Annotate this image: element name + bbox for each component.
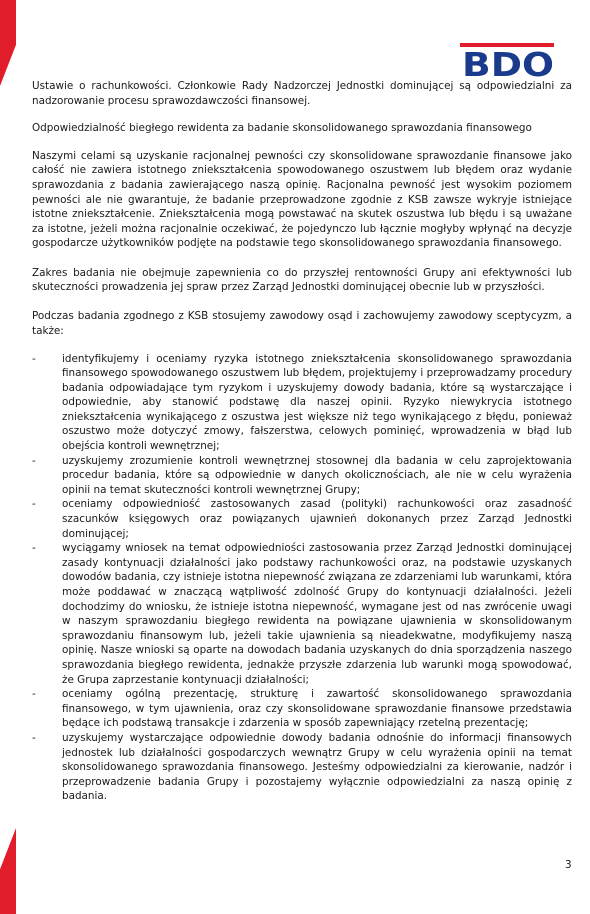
bdo-logo-text: BDO: [462, 45, 554, 80]
list-marker: -: [32, 454, 36, 467]
list-marker: -: [32, 498, 36, 511]
list-item-text: wyciągamy wniosek na temat odpowiedniości zastosowania przez Zarząd Jednostki dominującej zasady kontynuacji działalności jako podstawy rachunkowości oraz, na podstawie uzyskanych dowodów badania, czy istnieje istotna niepewność związana ze zdarzeniami lub warunkami, która może poddawać w znaczącą wątpliwość zdolność Grupy do kontynuacji działalności. Jeżeli dochodzimy do wniosku, że istnieje istotna niepewność, wymagane jest od nas zwrócenie uwagi w naszym sprawozdaniu biegłego rewidenta na powiązane ujawnienia w skonsolidowanym sprawozdaniu finansowym lub, jeżeli takie ujawnienia są nieadekwatne, modyfikujemy naszą opinię. Nasze wnioski są oparte na dowodach badania uzyskanych do dnia sporządzenia naszego sprawozdania biegłego rewidenta, jednakże przyszłe zdarzenia lub warunki mogą spowodować, że Grupa zaprzestanie kontynuacji działalności;: [62, 542, 572, 686]
list-item: [32, 352, 572, 454]
list-marker: -: [32, 731, 36, 744]
list-item: [32, 541, 572, 687]
paragraph-audit-approach: Podczas badania zgodnego z KSB stosujemy zawodowy osąd i zachowujemy zawodowy sceptycyzm, a także:: [32, 310, 572, 337]
section-heading: Odpowiedzialność biegłego rewidenta za badanie skonsolidowanego sprawozdania finansowego: [32, 122, 532, 135]
list-item-text: uzyskujemy wystarczające odpowiednie dowody badania odnośnie do informacji finansowych jednostek lub działalności gospodarczych wewnątrz Grupy w celu wyrażenia opinii na temat skonsolidowanego sprawozdania finansowego. Jesteśmy odpowiedzialni za kierowanie, nadzór i przeprowadzenie badania Grupy i pozostajemy wyłącznie odpowiedzialni za naszą opinię z badania.: [62, 731, 572, 803]
corner-accent-bottom: [0, 828, 16, 914]
corner-accent-top: [0, 0, 16, 86]
list-item: [32, 731, 572, 804]
list-item: [32, 454, 572, 498]
list-item-text: oceniamy odpowiedniość zastosowanych zasad (polityki) rachunkowości oraz zasadność szacunków księgowych oraz powiązanych ujawnień dokonanych przez Zarząd Jednostki dominującej;: [62, 498, 572, 540]
paragraph-intro: Ustawie o rachunkowości. Członkowie Rady Nadzorczej Jednostki dominującej są odpowiedzialni za nadzorowanie procesu sprawozdawczości finansowej.: [32, 80, 572, 107]
page-number: 3: [565, 859, 572, 871]
bdo-logo: [460, 40, 556, 80]
list-marker: -: [32, 352, 36, 365]
paragraph-scope: Zakres badania nie obejmuje zapewnienia co do przyszłej rentowności Grupy ani efektywności lub skuteczności prowadzenia jej spraw przez Zarząd Jednostki dominującej obecnie lub w przyszłości.: [32, 266, 572, 294]
list-marker: -: [32, 688, 36, 701]
list-item-text: uzyskujemy zrozumienie kontroli wewnętrznej stosownej dla badania w celu zaprojektowania procedur badania, które są odpowiednie w danych okolicznościach, ale nie w celu wyrażenia opinii na temat skuteczności kontroli wewnętrznej Grupy;: [62, 454, 572, 496]
list-item: [32, 497, 572, 541]
paragraph-objectives: Naszymi celami są uzyskanie racjonalnej pewności czy skonsolidowane sprawozdanie finansowe jako całość nie zawiera istotnego zniekształcenia spowodowanego oszustwem lub błędem oraz wydanie sprawozdania z badania zawierającego naszą opinię. Racjonalna pewność jest wysokim poziomem pewności ale nie gwarantuje, że badanie przeprowadzone zgodnie z KSB zawsze wykryje istniejące istotne zniekształcenie. Zniekształcenia mogą powstawać na skutek oszustwa lub błędu i są uważane za istotne, jeżeli można racjonalnie oczekiwać, że pojedynczo lub łącznie mogłyby wpłynąć na decyzje gospodarcze użytkowników podjęte na podstawie tego skonsolidowanego sprawozdania finansowego.: [32, 149, 572, 250]
audit-procedures-list: [32, 352, 572, 804]
list-item: [32, 687, 572, 731]
list-marker: -: [32, 542, 36, 555]
list-item-text: identyfikujemy i oceniamy ryzyka istotnego zniekształcenia skonsolidowanego sprawozdania finansowego spowodowanego oszustwem lub błędem, projektujemy i przeprowadzamy procedury badania odpowiadające tym ryzykom i uzyskujemy dowody badania, które są wystarczające i odpowiednie, aby stanowić podstawę dla naszej opinii. Ryzyko niewykrycia istotnego zniekształcenia wynikającego z oszustwa jest większe niż tego wynikającego z błędu, ponieważ oszustwo może dotyczyć zmowy, fałszerstwa, celowych pominięć, wprowadzenia w błąd lub obejścia kontroli wewnętrznej;: [62, 352, 572, 453]
list-item-text: oceniamy ogólną prezentację, strukturę i zawartość skonsolidowanego sprawozdania finansowego, w tym ujawnienia, oraz czy skonsolidowane sprawozdanie finansowe przedstawia będące ich podstawą transakcje i zdarzenia w sposób zapewniający rzetelną prezentację;: [62, 688, 572, 730]
document-body: [32, 79, 572, 804]
